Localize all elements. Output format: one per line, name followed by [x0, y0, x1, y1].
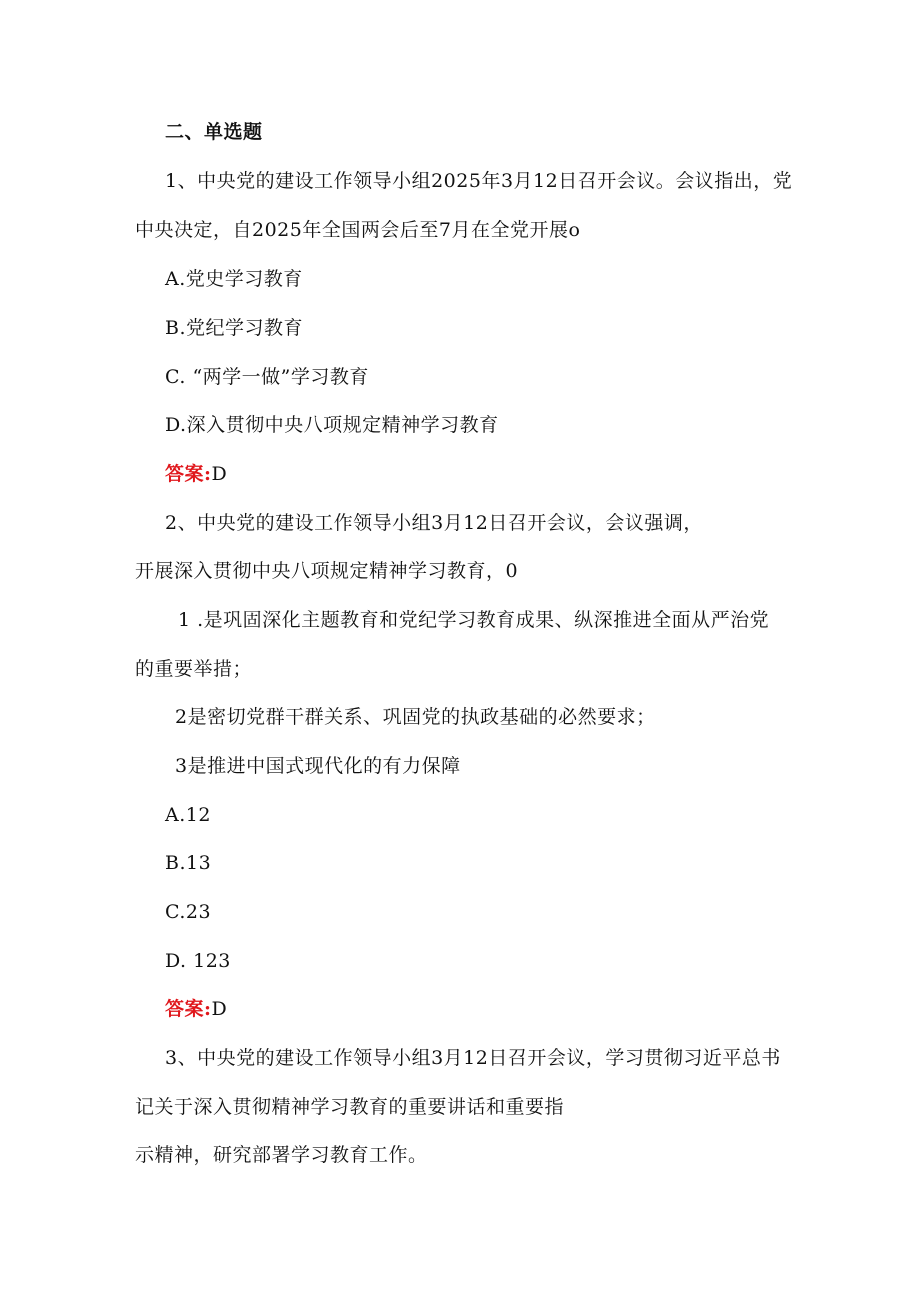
- question-2-answer: [165, 995, 227, 1023]
- answer-value: D: [211, 463, 228, 485]
- question-1-answer: [165, 460, 227, 488]
- question-2-statement-2: 2是密切党群干群关系、巩固党的执政基础的必然要求；: [175, 706, 656, 728]
- answer-label: 答案:: [165, 998, 212, 1020]
- question-1-option-a: A.党史学习教育: [165, 268, 303, 290]
- question-1-stem-line-2: 中央决定，自2025年全国两会后至7月在全党开展o: [135, 219, 581, 241]
- question-2-statement-1: 1 .是巩固深化主题教育和党纪学习教育成果、纵深推进全面从严治党: [178, 609, 770, 631]
- question-2-option-c: C.23: [165, 901, 212, 923]
- question-3-stem-line-3: 示精神，研究部署学习教育工作。: [135, 1144, 428, 1166]
- question-1-stem-line-1: 1、中央党的建设工作领导小组2025年3月12日召开会议。会议指出，党: [165, 170, 793, 192]
- question-2-option-b: B.13: [165, 852, 212, 874]
- answer-value: D: [211, 998, 228, 1020]
- question-2-statement-3: 3是推进中国式现代化的有力保障: [175, 755, 461, 777]
- question-3-stem-line-2: 记关于深入贯彻精神学习教育的重要讲话和重要指: [135, 1096, 565, 1118]
- section-title: 二、单选题: [165, 121, 263, 143]
- question-2-option-a: A.12: [165, 804, 211, 826]
- question-3-stem-line-1: 3、中央党的建设工作领导小组3月12日召开会议，学习贯彻习近平总书: [165, 1047, 781, 1069]
- answer-label: 答案:: [165, 463, 212, 485]
- question-1-option-b: B.党纪学习教育: [165, 317, 304, 339]
- question-1-option-c: C. “两学一做”学习教育: [165, 366, 369, 388]
- question-1-option-d: D.深入贯彻中央八项规定精神学习教育: [165, 414, 499, 436]
- question-2-stem-line-2: 开展深入贯彻中央八项规定精神学习教育，0: [135, 560, 519, 582]
- question-2-stem-line-1: 2、中央党的建设工作领导小组3月12日召开会议，会议强调，: [165, 512, 703, 534]
- question-2-option-d: D. 123: [165, 950, 231, 972]
- question-2-statement-1-continued: 的重要举措；: [135, 658, 253, 680]
